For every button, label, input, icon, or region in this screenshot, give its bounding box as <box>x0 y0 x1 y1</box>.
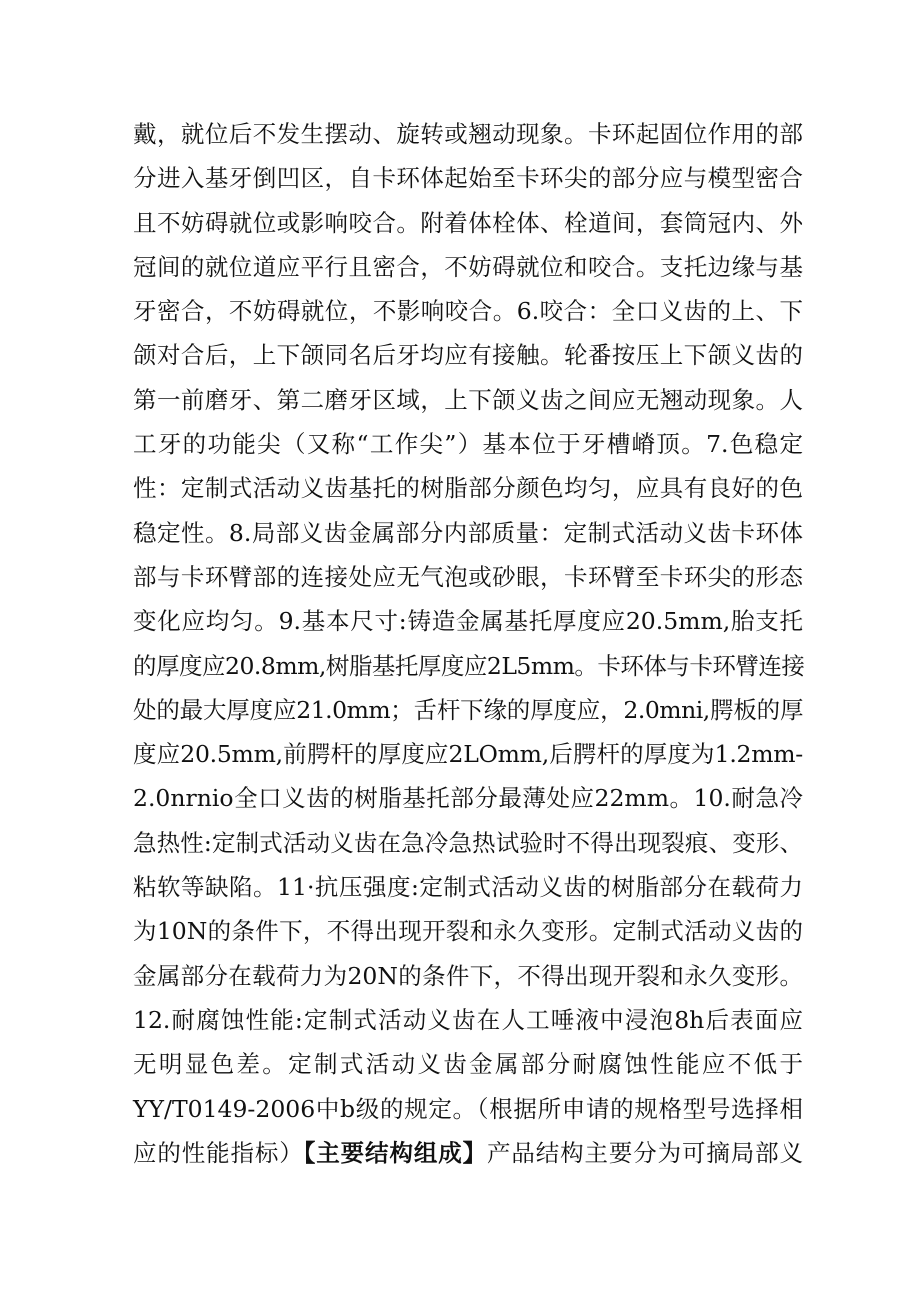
text-line-1: 戴，就位后不发生摆动、旋转或翘动现象。卡环起固位作用的部 <box>133 120 803 148</box>
text-line-20: 金属部分在载荷力为20N的条件下，不得出现开裂和永久变形。 <box>133 961 803 990</box>
text-line-3: 且不妨碍就位或影响咬合。附着体栓体、栓道间，套筒冠内、外 <box>133 208 803 237</box>
text-line-4: 冠间的就位道应平行且密合，不妨碍就位和咬合。支托边缘与基 <box>133 252 803 281</box>
text-line-12: 变化应均匀。9.基本尺寸:铸造金属基托厚度应20.5mm,胎支托 <box>133 607 803 636</box>
text-line-24-start: 应的性能指标） <box>133 1138 304 1167</box>
text-line-6: 颌对合后，上下颌同名后牙均应有接触。轮番按压上下颌义齿的 <box>133 341 803 370</box>
text-line-19: 为10N的条件下，不得出现开裂和永久变形。定制式活动义齿的 <box>133 917 803 946</box>
text-line-11: 部与卡环臂部的连接处应无气泡或砂眼，卡环臂至卡环尖的形态 <box>133 562 803 591</box>
text-line-7: 第一前磨牙、第二磨牙区域，上下颌义齿之间应无翘动现象。人 <box>133 385 803 414</box>
text-line-10: 稳定性。8.局部义齿金属部分内部质量：定制式活动义齿卡环体 <box>133 518 803 547</box>
section-heading: 【主要结构组成】 <box>303 1138 487 1167</box>
text-line-13: 的厚度应20.8mm,树脂基托厚度应2L5mm。卡环体与卡环臂连接 <box>133 651 805 680</box>
text-line-17: 急热性:定制式活动义齿在急冷急热试验时不得出现裂痕、变形、 <box>133 828 803 857</box>
text-line-5: 牙密合，不妨碍就位，不影响咬合。6.咬合：全口义齿的上、下 <box>133 297 803 326</box>
text-line-8: 工牙的功能尖（又称“工作尖”）基本位于牙槽嵴顶。7.色稳定 <box>133 430 803 459</box>
text-line-24 <box>133 1131 803 1175</box>
text-line-23: YY/T0149-2006中b级的规定。（根据所申请的规格型号选择相 <box>133 1094 803 1123</box>
text-line-18: 粘软等缺陷。11·抗压强度:定制式活动义齿的树脂部分在载荷力 <box>133 873 803 902</box>
body-text <box>133 112 803 1175</box>
text-line-21: 12.耐腐蚀性能:定制式活动义齿在人工唾液中浸泡8h后表面应 <box>133 1005 803 1034</box>
text-line-2: 分进入基牙倒凹区，自卡环体起始至卡环尖的部分应与模型密合 <box>133 164 803 193</box>
text-line-15: 度应20.5mm,前腭杆的厚度应2LOmm,后腭杆的厚度为1.2mm- <box>133 740 803 769</box>
text-line-9: 性：定制式活动义齿基托的树脂部分颜色均匀，应具有良好的色 <box>133 474 803 503</box>
text-line-22: 无明显色差。定制式活动义齿金属部分耐腐蚀性能应不低于 <box>133 1050 803 1079</box>
text-line-14: 处的最大厚度应21.0mm；舌杆下缘的厚度应，2.0mni,腭板的厚 <box>133 695 803 724</box>
text-line-16: 2.0nrnio全口义齿的树脂基托部分最薄处应22mm。10.耐急冷 <box>133 784 803 813</box>
text-line-24-end: 产品结构主要分为可摘局部义 <box>486 1138 804 1167</box>
